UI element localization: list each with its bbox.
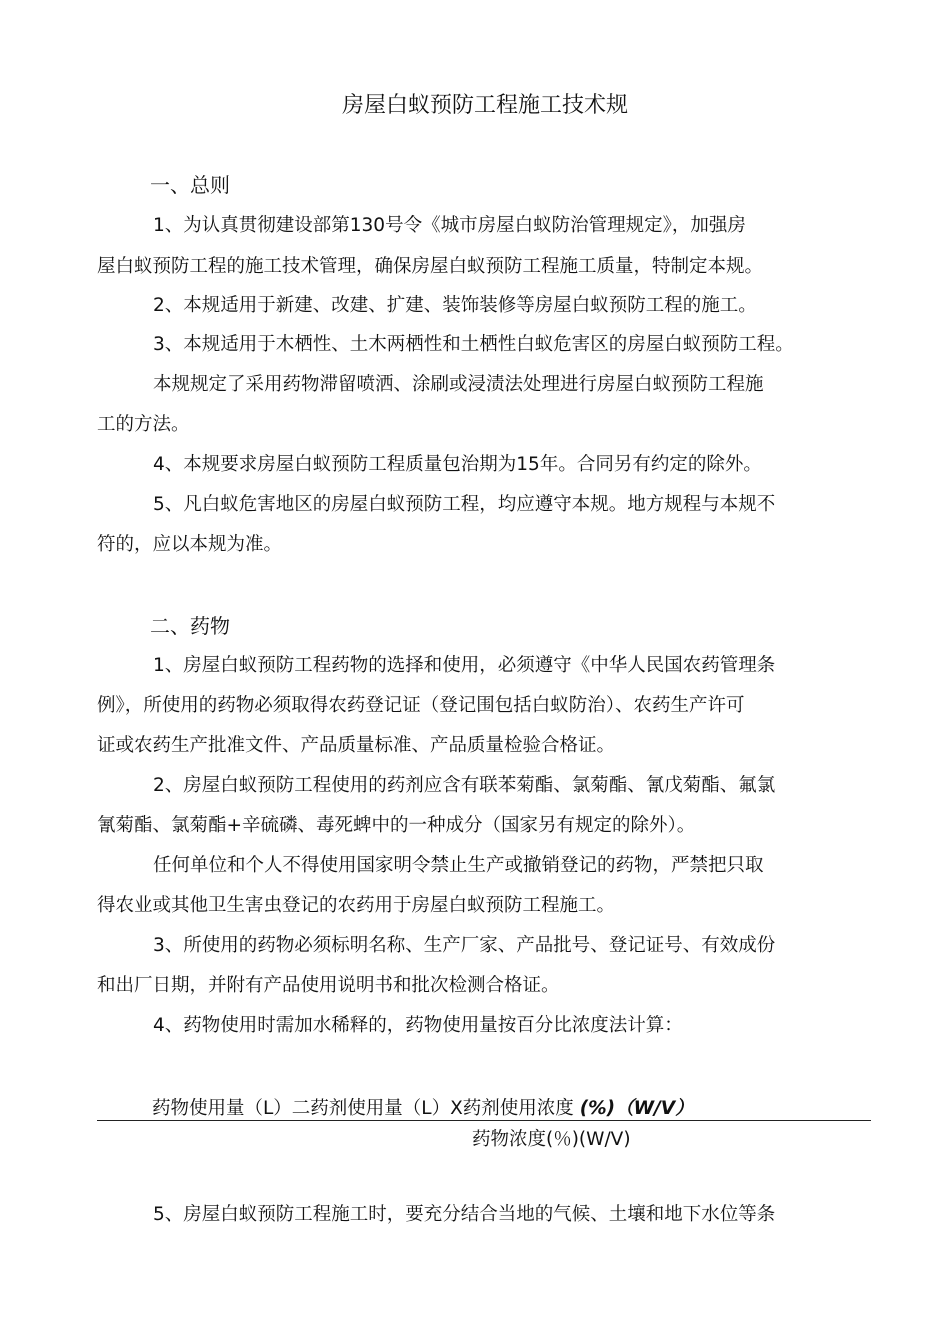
- section-heading-drugs: 二、药物: [150, 614, 230, 638]
- section-heading-general: 一、总则: [150, 173, 230, 197]
- formula-numerator-text: 药物使用量（L）二药剂使用量（L）X药剂使用浓度: [152, 1098, 574, 1119]
- paragraph-line: 和出厂日期，并附有产品使用说明书和批次检测合格证。: [97, 975, 560, 996]
- paragraph-line: 3、本规适用于木栖性、土木两栖性和土栖性白蚁危害区的房屋白蚁预防工程。: [153, 334, 794, 355]
- paragraph-line: 4、本规要求房屋白蚁预防工程质量包治期为15年。合同另有约定的除外。: [153, 454, 762, 475]
- paragraph-line: 屋白蚁预防工程的施工技术管理，确保房屋白蚁预防工程施工质量，特制定本规。: [97, 256, 764, 277]
- paragraph-line: 工的方法。: [97, 414, 190, 435]
- paragraph-line: 得农业或其他卫生害虫登记的农药用于房屋白蚁预防工程施工。: [97, 895, 616, 916]
- paragraph-line: 3、所使用的药物必须标明名称、生产厂家、产品批号、登记证号、有效成份: [153, 935, 776, 956]
- paragraph-line: 任何单位和个人不得使用国家明令禁止生产或撤销登记的药物，严禁把只取: [153, 855, 764, 876]
- paragraph-line: 例》，所使用的药物必须取得农药登记证（登记围包括白蚁防治）、农药生产许可: [97, 695, 745, 716]
- document-title: 房屋白蚁预防工程施工技术规: [341, 93, 628, 118]
- formula-numerator: [152, 1095, 694, 1123]
- formula-numerator-unit: (%)（W/V）: [579, 1098, 694, 1119]
- paragraph-line: 2、本规适用于新建、改建、扩建、装饰装修等房屋白蚁预防工程的施工。: [153, 295, 757, 316]
- paragraph-line: 1、为认真贯彻建设部第130号令《城市房屋白蚁防治管理规定》，加强房: [153, 215, 746, 236]
- paragraph-line: 证或农药生产批准文件、产品质量标准、产品质量检验合格证。: [97, 735, 616, 756]
- paragraph-line: 5、房屋白蚁预防工程施工时，要充分结合当地的气候、土壤和地下水位等条: [153, 1204, 776, 1225]
- formula-fraction-line: [97, 1120, 871, 1121]
- formula-denominator: 药物浓度(％)(W/V): [472, 1129, 631, 1150]
- paragraph-line: 符的，应以本规为准。: [97, 534, 283, 555]
- paragraph-line: 氰菊酯、氯菊酯+辛硫磷、毒死蜱中的一种成分（国家另有规定的除外）。: [97, 815, 696, 836]
- paragraph-line: 2、房屋白蚁预防工程使用的药剂应含有联苯菊酯、氯菊酯、氰戊菊酯、氟氯: [153, 775, 776, 796]
- paragraph-line: 本规规定了采用药物滞留喷洒、涂刷或浸渍法处理进行房屋白蚁预防工程施: [153, 374, 764, 395]
- paragraph-line: 5、凡白蚁危害地区的房屋白蚁预防工程，均应遵守本规。地方规程与本规不: [153, 494, 776, 515]
- paragraph-line: 4、药物使用时需加水稀释的，药物使用量按百分比浓度法计算：: [153, 1015, 683, 1036]
- paragraph-line: 1、房屋白蚁预防工程药物的选择和使用，必须遵守《中华人民国农药管理条: [153, 655, 776, 676]
